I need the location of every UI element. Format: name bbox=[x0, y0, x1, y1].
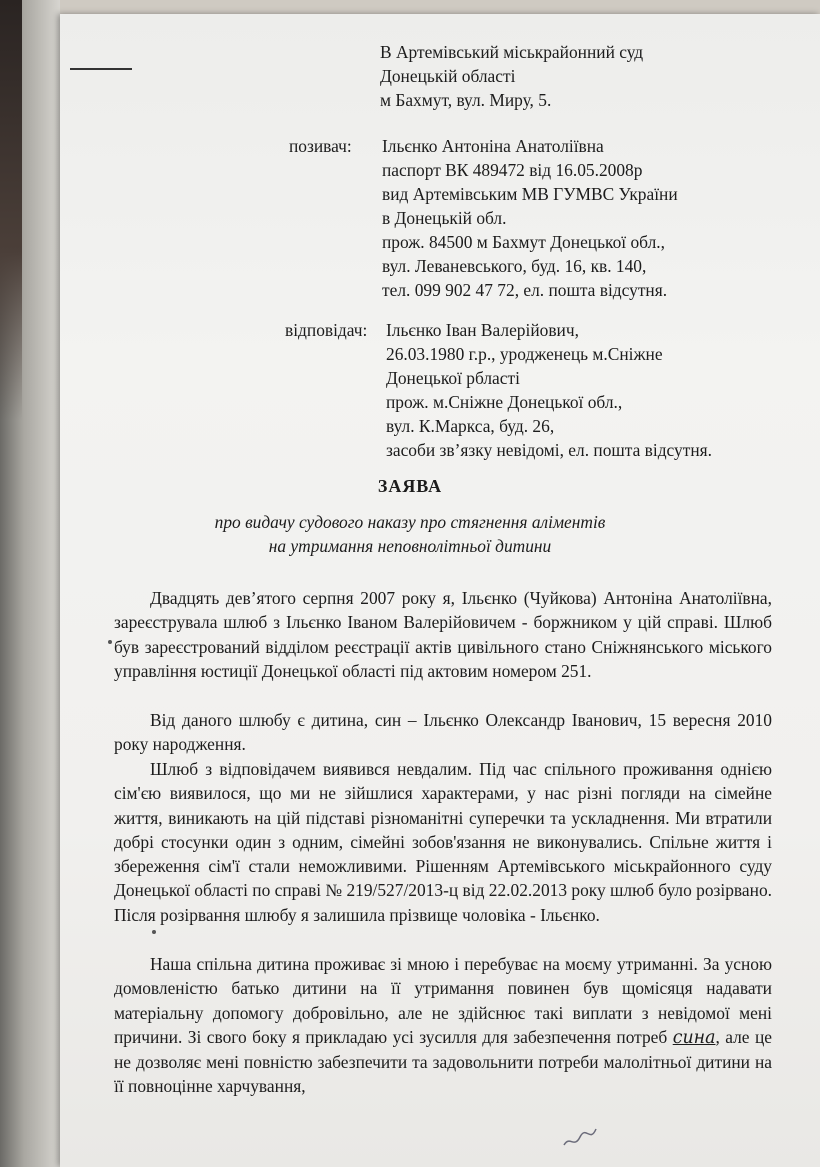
document-subtitle-line: про видачу судового наказу про стягнення аліментів bbox=[214, 512, 606, 532]
paragraph-divorce: Шлюб з відповідачем виявився невдалим. Під час спільного проживання однією сім'єю виявилося, що ми не зійшлися характерами, у нас різні погляди на сімейне життя, виникають на цій підставі різноманітні суперечки та ускладнення. Ми втратили добрі стосунки один з одним, сімейні зобов'язання не виконувались. Спільне життя і збереження сім'ї стали неможливими. Рішенням Артемівського міськрайонного суду Донецької області по справі № 219/527/2013-ц від 22.02.2013 року шлюб було розірвано. Після розірвання шлюбу я залишила прізвище чоловіка - Ільєнко. bbox=[114, 759, 772, 925]
court-address-line: В Артемівський міськрайонний суд bbox=[380, 42, 644, 62]
fold-mark bbox=[70, 68, 132, 70]
court-address-line: м Бахмут, вул. Миру, 5. bbox=[380, 90, 552, 110]
plaintiff-line: прож. 84500 м Бахмут Донецької обл., bbox=[382, 232, 665, 252]
punch-mark bbox=[152, 930, 156, 934]
pen-mark-icon bbox=[560, 1115, 600, 1155]
punch-mark bbox=[108, 640, 112, 644]
document-subtitle-line: на утримання неповнолітньої дитини bbox=[268, 536, 552, 556]
defendant-line: Ільєнко Іван Валерійович, bbox=[386, 320, 579, 340]
plaintiff-details bbox=[382, 134, 678, 302]
support-text-start: Наша спільна дитина проживає зі мною і перебуває на моєму утриманні. За усною домовленістю батько дитини на її утримання повинен був щомісяця надавати матеріальну допомогу добровільно, але не здійснює такі виплати з невідомої мені причини. Зі свого боку я прикладаю усі зусилля для забезпечення потреб bbox=[114, 954, 772, 1047]
defendant-line: Донецької рбласті bbox=[386, 368, 520, 388]
paragraph-marriage: Двадцять дев’ятого серпня 2007 року я, Ільєнко (Чуйкова) Антоніна Анатоліївна, зареєструвала шлюб з Ільєнко Іваном Валерійовичем - боржником у цій справі. Шлюб був зареєстрований відділом реєстрації актів цивільного стано Сніжнянського міського управління юстиції Донецької області під актовим номером 251. bbox=[114, 588, 772, 681]
defendant-line: вул. К.Маркса, буд. 26, bbox=[386, 416, 555, 436]
defendant-details bbox=[386, 318, 712, 462]
handwritten-correction: сина bbox=[672, 1027, 716, 1048]
plaintiff-line: Ільєнко Антоніна Анатоліївна bbox=[382, 136, 604, 156]
court-address-line: Донецькій області bbox=[380, 66, 516, 86]
support-text-end: , але це не дозволяє мені повністю забезпечити та задовольнити потреби малолітньої дитини на її повноцінне харчування, bbox=[114, 1026, 773, 1097]
defendant-line: прож. м.Сніжне Донецької обл., bbox=[386, 392, 623, 412]
paragraph-child: Від даного шлюбу є дитина, син – Ільєнко Олександр Іванович, 15 вересня 2010 року народження. bbox=[114, 710, 772, 755]
court-address bbox=[380, 40, 643, 112]
plaintiff-line: в Донецькій обл. bbox=[382, 208, 507, 228]
defendant-line: засоби зв’язку невідомі, ел. пошта відсутня. bbox=[386, 440, 712, 460]
scan-shadow bbox=[0, 0, 22, 420]
plaintiff-line: тел. 099 902 47 72, ел. пошта відсутня. bbox=[382, 280, 668, 300]
defendant-line: 26.03.1980 г.р., уродженець м.Сніжне bbox=[386, 344, 663, 364]
document-title: ЗАЯВА bbox=[377, 476, 443, 496]
plaintiff-line: вул. Леваневського, буд. 16, кв. 140, bbox=[382, 256, 647, 276]
paragraph-support bbox=[114, 952, 772, 1099]
plaintiff-line: паспорт ВК 489472 від 16.05.2008р bbox=[382, 160, 643, 180]
plaintiff-label: позивач: bbox=[289, 136, 352, 156]
plaintiff-line: вид Артемівським МВ ГУМВС України bbox=[382, 184, 678, 204]
defendant-label: відповідач: bbox=[285, 320, 368, 340]
